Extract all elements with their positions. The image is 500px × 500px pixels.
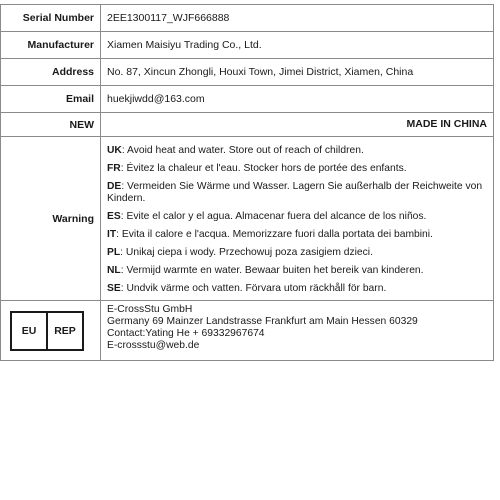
lang-code: UK: [107, 145, 122, 156]
serial-number-value: 2EE1300117_WJF666888: [101, 5, 494, 32]
lang-code: SE: [107, 283, 121, 294]
warning-text-block: [101, 137, 494, 301]
warning-line-nl: NL: Vermijd warmte en water. Bewaar buiten het bereik van kinderen.: [107, 265, 424, 276]
lang-code: IT: [107, 229, 117, 240]
lang-code: NL: [107, 265, 121, 276]
warning-line-es: ES: Evite el calor y el agua. Almacenar fuera del alcance de los niños.: [107, 211, 427, 222]
serial-number-row: [1, 5, 494, 32]
warning-text: Undvik värme och vatten. Förvara utom räckhåll för barn.: [126, 283, 387, 294]
warning-text: Vermijd warmte en water. Bewaar buiten het bereik van kinderen.: [126, 265, 424, 276]
lang-code: ES: [107, 211, 121, 222]
made-in-china-text: MADE IN CHINA: [101, 113, 494, 137]
address-label: Address: [1, 59, 101, 86]
warning-line-se: SE: Undvik värme och vatten. Förvara utom räckhåll för barn.: [107, 283, 387, 294]
warning-text: Evita il calore e l'acqua. Memorizzare fuori dalla portata dei bambini.: [121, 229, 433, 240]
warning-text: Évitez la chaleur et l'eau. Stocker hors de portée des enfants.: [126, 163, 407, 174]
warning-line-pl: PL: Unikaj ciepa i wody. Przechowuj poza zasigiem dzieci.: [107, 247, 373, 258]
ec-rep-address: Germany 69 Mainzer Landstrasse Frankfurt am Main Hessen 60329: [107, 316, 418, 327]
warning-line-uk: UK: Avoid heat and water. Store out of reach of children.: [107, 145, 364, 156]
serial-number-label: Serial Number: [1, 5, 101, 32]
warning-text: Evite el calor y el agua. Almacenar fuera del alcance de los niños.: [126, 211, 427, 222]
ec-rep-symbol-cell: [1, 301, 101, 361]
ec-rep-symbol-rep: REP: [46, 313, 82, 349]
manufacturer-label: Manufacturer: [1, 32, 101, 59]
warning-text: Avoid heat and water. Store out of reach of children.: [127, 145, 364, 156]
product-label-table: [0, 4, 494, 361]
email-label: Email: [1, 86, 101, 113]
ec-rep-symbol: [10, 311, 84, 351]
ec-rep-company: E-CrossStu GmbH: [107, 304, 193, 315]
ec-rep-symbol-eu: EU: [21, 324, 37, 337]
address-row: [1, 59, 494, 86]
warning-line-de: DE: Vermeiden Sie Wärme und Wasser. Lagern Sie außerhalb der Reichweite von Kindern.: [107, 181, 483, 204]
manufacturer-value: Xiamen Maisiyu Trading Co., Ltd.: [101, 32, 494, 59]
lang-code: FR: [107, 163, 121, 174]
warning-row: [1, 137, 494, 301]
lang-code: PL: [107, 247, 121, 258]
new-row: [1, 113, 494, 137]
manufacturer-row: [1, 32, 494, 59]
warning-line-fr: FR: Évitez la chaleur et l'eau. Stocker hors de portée des enfants.: [107, 163, 407, 174]
lang-code: DE: [107, 181, 122, 192]
warning-text: Vermeiden Sie Wärme und Wasser. Lagern Sie außerhalb der Reichweite von Kindern.: [107, 181, 483, 204]
new-label: NEW: [1, 113, 101, 137]
warning-text: Unikaj ciepa i wody. Przechowuj poza zasigiem dzieci.: [125, 247, 373, 258]
email-row: [1, 86, 494, 113]
address-value: No. 87, Xincun Zhongli, Houxi Town, Jimei District, Xiamen, China: [101, 59, 494, 86]
ec-rep-email: E-crossstu@web.de: [107, 340, 200, 351]
email-value: huekjiwdd@163.com: [101, 86, 494, 113]
warning-line-it: IT: Evita il calore e l'acqua. Memorizzare fuori dalla portata dei bambini.: [107, 229, 433, 240]
warning-label: Warning: [1, 137, 101, 301]
ec-rep-contact: Contact:Yating He + 69332967674: [107, 328, 265, 339]
ec-rep-row: [1, 301, 494, 361]
ec-rep-details: [101, 301, 494, 361]
